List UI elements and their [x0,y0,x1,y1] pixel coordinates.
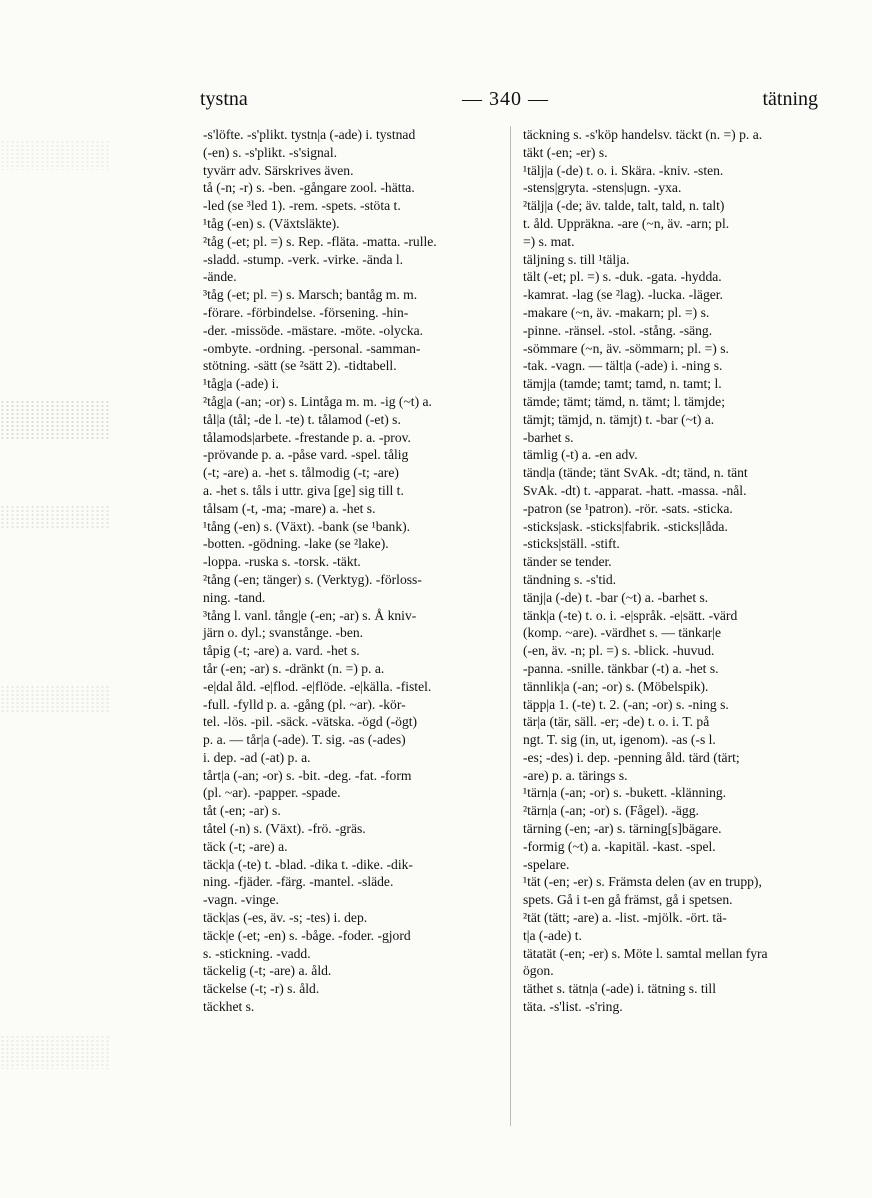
dictionary-line: järn o. dyl.; svanstånge. -ben. [203,625,364,641]
dictionary-line: tänd|a (tände; tänt SvAk. -dt; tänd, n. tänt [523,465,748,481]
dictionary-line: täckhet s. [203,999,255,1015]
dictionary-line: tålsam (-t, -ma; -mare) a. -het s. [203,500,376,516]
dictionary-line: -sömmare (~n, äv. -sömmarn; pl. =) s. [523,340,729,356]
dictionary-line: p. a. — tår|a (-ade). T. sig. -as (-ades) [203,732,406,748]
edge-marks [0,140,110,170]
dictionary-line: -led (se ³led 1). -rem. -spets. -stöta t. [203,198,401,214]
dictionary-line: täckelig (-t; -are) a. åld. [203,963,332,979]
dictionary-line: -sticks|ask. -sticks|fabrik. -sticks|låda. [523,518,728,534]
dictionary-line: -full. -fylld p. a. -gång (pl. ~ar). -kör- [203,696,406,712]
dictionary-line: -makare (~n, äv. -makarn; pl. =) s. [523,304,710,320]
dictionary-line: tämlig (-t) a. -en adv. [523,447,638,463]
dictionary-line: (-en) s. -s'plikt. -s'signal. [203,144,338,160]
dictionary-line: täck (-t; -are) a. [203,838,288,854]
dictionary-line: ¹tång (-en) s. (Växt). -bank (se ¹bank). [203,518,411,534]
dictionary-line: t|a (-ade) t. [523,927,582,943]
dictionary-line: t. åld. Uppräkna. -are (~n, äv. -arn; pl. [523,215,730,231]
page-header [200,88,818,114]
dictionary-line: -loppa. -ruska s. -torsk. -täkt. [203,554,361,570]
dictionary-line: -are) p. a. tärings s. [523,767,628,783]
dictionary-line: tämde; tämt; tämd, n. tämt; l. tämjde; [523,393,725,409]
left-column [203,126,499,1016]
dictionary-line: -patron (se ¹patron). -rör. -sats. -sticka. [523,500,733,516]
dictionary-line: i. dep. -ad (-at) p. a. [203,749,311,765]
dictionary-line: tärning (-en; -ar) s. tärning[s]bägare. [523,821,722,837]
dictionary-line: ²tåg (-et; pl. =) s. Rep. -fläta. -matta. -rulle. [203,233,437,249]
dictionary-line: ¹tät (-en; -er) s. Främsta delen (av en trupp), [523,874,762,890]
dictionary-line: -e|dal åld. -e|flod. -e|flöde. -e|källa. -fistel. [203,678,432,694]
dictionary-line: ²tät (tätt; -are) a. -list. -mjölk. -ört. tä- [523,910,727,926]
dictionary-line: -pinne. -ränsel. -stol. -stång. -säng. [523,322,713,338]
dictionary-line: -panna. -snille. tänkbar (-t) a. -het s. [523,660,719,676]
dictionary-line: ²tåg|a (-an; -or) s. Lintåga m. m. -ig (~t) a. [203,393,432,409]
dictionary-line: tel. -lös. -pil. -säck. -vätska. -ögd (-ögt) [203,714,418,730]
dictionary-line: -prövande p. a. -påse vard. -spel. tålig [203,447,409,463]
dictionary-line: ¹tåg|a (-ade) i. [203,376,279,392]
dictionary-line: täck|as (-es, äv. -s; -tes) i. dep. [203,910,368,926]
dictionary-line: tämjt; tämjd, n. tämjt) t. -bar (~t) a. [523,411,715,427]
dictionary-line: (-en, äv. -n; pl. =) s. -blick. -huvud. [523,643,715,659]
dictionary-line: (-t; -are) a. -het s. tålmodig (-t; -are) [203,465,399,481]
dictionary-line: täck|e (-et; -en) s. -båge. -foder. -gjord [203,927,411,943]
dictionary-line: =) s. mat. [523,233,575,249]
dictionary-line: tårt|a (-an; -or) s. -bit. -deg. -fat. -form [203,767,412,783]
edge-marks [0,1035,110,1069]
dictionary-line: ¹tåg (-en) s. (Växtsläkte). [203,215,340,231]
dictionary-line: ning. -fjäder. -färg. -mantel. -släde. [203,874,394,890]
dictionary-line: tålamods|arbete. -frestande p. a. -prov. [203,429,411,445]
dictionary-line: ngt. T. sig (in, ut, igenom). -as (-s l. [523,732,716,748]
dictionary-line: täljning s. till ¹tälja. [523,251,630,267]
column-divider [510,126,511,1126]
dictionary-line: tämj|a (tamde; tamt; tamd, n. tamt; l. [523,376,722,392]
edge-marks [0,685,110,713]
dictionary-line: -kamrat. -lag (se ²lag). -lucka. -läger. [523,287,723,303]
dictionary-line: -sladd. -stump. -verk. -virke. -ända l. [203,251,404,267]
dictionary-line: ¹tärn|a (-an; -or) s. -bukett. -klänning. [523,785,727,801]
dictionary-line: -barhet s. [523,429,574,445]
dictionary-line: (komp. ~are). -värdhet s. — tänkar|e [523,625,722,641]
dictionary-line: täckelse (-t; -r) s. åld. [203,981,320,997]
dictionary-line: SvAk. -dt) t. -apparat. -hatt. -massa. -nål. [523,482,747,498]
dictionary-line: täthet s. tätn|a (-ade) i. tätning s. till [523,981,716,997]
dictionary-line: -s'löfte. -s'plikt. tystn|a (-ade) i. tystnad [203,127,416,142]
dictionary-line: ning. -tand. [203,589,266,605]
dictionary-line: tänj|a (-de) t. -bar (~t) a. -barhet s. [523,589,709,605]
dictionary-line: ²tärn|a (-an; -or) s. (Fågel). -ägg. [523,803,699,819]
dictionary-line: tåt (-en; -ar) s. [203,803,281,819]
dictionary-line: tåtel (-n) s. (Växt). -frö. -gräs. [203,821,366,837]
dictionary-line: -vagn. -vinge. [203,892,279,908]
dictionary-line: (pl. ~ar). -papper. -spade. [203,785,341,801]
right-column [523,126,819,1016]
page-number: — 340 — [462,88,549,110]
dictionary-line: tå (-n; -r) s. -ben. -gångare zool. -hätta. [203,180,415,196]
dictionary-line: tåpig (-t; -are) a. vard. -het s. [203,643,360,659]
dictionary-line: -spelare. [523,856,570,872]
dictionary-line: täckning s. -s'köp handelsv. täckt (n. =) p. a. [523,127,763,142]
edge-marks [0,505,110,529]
dictionary-line: -tak. -vagn. — tält|a (-ade) i. -ning s. [523,358,723,374]
dictionary-line: s. -stickning. -vadd. [203,945,311,961]
dictionary-line: tält (-et; pl. =) s. -duk. -gata. -hydda. [523,269,722,285]
dictionary-line: a. -het s. tåls i uttr. giva [ge] sig till t. [203,482,404,498]
dictionary-line: täck|a (-te) t. -blad. -dika t. -dike. -dik- [203,856,413,872]
dictionary-line: tär|a (tär, säll. -er; -de) t. o. i. T. på [523,714,710,730]
dictionary-line: -es; -des) i. dep. -penning åld. tärd (tärt; [523,749,740,765]
dictionary-line: -sticks|ställ. -stift. [523,536,620,552]
header-left-guide-word: tystna [200,88,248,110]
dictionary-line: tätatät (-en; -er) s. Möte l. samtal mellan fyra [523,945,768,961]
dictionary-line: tännlik|a (-an; -or) s. (Möbelspik). [523,678,709,694]
dictionary-line: -förare. -förbindelse. -försening. -hin- [203,304,409,320]
dictionary-line: täpp|a 1. (-te) t. 2. (-an; -or) s. -ning s. [523,696,729,712]
dictionary-line: ögon. [523,963,554,979]
dictionary-line: täkt (-en; -er) s. [523,144,608,160]
dictionary-line: stötning. -sätt (se ²sätt 2). -tidtabell. [203,358,397,374]
dictionary-line: täta. -s'list. -s'ring. [523,999,623,1015]
dictionary-line: tår (-en; -ar) s. -dränkt (n. =) p. a. [203,660,385,676]
dictionary-line: tänder se tender. [523,554,612,570]
dictionary-line: -ände. [203,269,237,285]
dictionary-line: tål|a (tål; -de l. -te) t. tålamod (-et) s. [203,411,401,427]
dictionary-line: -der. -missöde. -mästare. -möte. -olycka. [203,322,424,338]
dictionary-line: tyvärr adv. Särskrives även. [203,162,354,178]
dictionary-line: -stens|gryta. -stens|ugn. -yxa. [523,180,682,196]
dictionary-line: -botten. -gödning. -lake (se ²lake). [203,536,389,552]
dictionary-line: ²tång (-en; tänger) s. (Verktyg). -förloss- [203,571,422,587]
dictionary-line: -formig (~t) a. -kapitäl. -kast. -spel. [523,838,716,854]
dictionary-line: tändning s. -s'tid. [523,571,617,587]
dictionary-line: ²tälj|a (-de; äv. talde, talt, tald, n. talt) [523,198,725,214]
dictionary-line: tänk|a (-te) t. o. i. -e|språk. -e|sätt. -värd [523,607,738,623]
dictionary-line: ¹tälj|a (-de) t. o. i. Skära. -kniv. -sten. [523,162,724,178]
dictionary-line: ³tåg (-et; pl. =) s. Marsch; bantåg m. m. [203,287,418,303]
dictionary-line: spets. Gå i t-en gå främst, gå i spetsen. [523,892,733,908]
dictionary-line: ³tång l. vanl. tång|e (-en; -ar) s. Å kniv- [203,607,417,623]
edge-marks [0,400,110,440]
dictionary-line: -ombyte. -ordning. -personal. -samman- [203,340,421,356]
header-right-guide-word: tätning [762,88,818,110]
